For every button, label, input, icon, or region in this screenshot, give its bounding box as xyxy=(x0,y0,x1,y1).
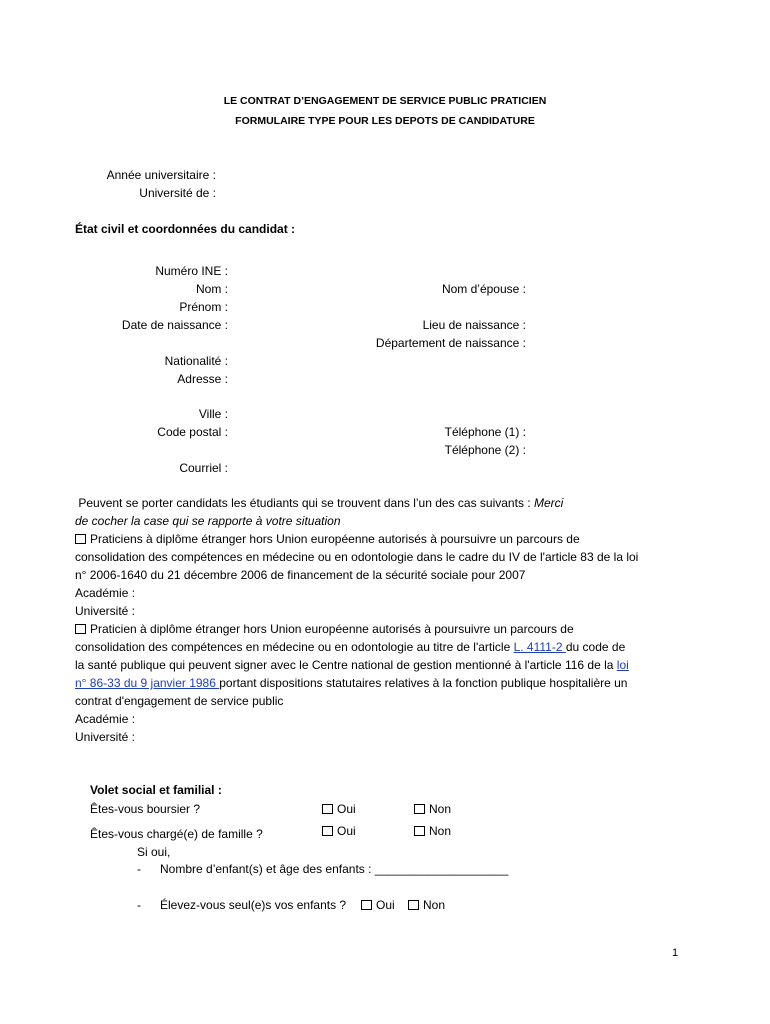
telephone-1-label: Téléphone (1) : xyxy=(444,425,526,439)
boursier-non-checkbox[interactable] xyxy=(414,804,425,814)
si-oui-label: Si oui, xyxy=(137,845,171,859)
option-2-line-3 xyxy=(75,656,687,674)
option-1-text-1: Praticiens à diplôme étranger hors Union européenne autorisés à poursuivre un parcours de xyxy=(90,532,580,546)
option-2-line-2 xyxy=(75,638,687,656)
boursier-oui-label: Oui xyxy=(337,802,356,816)
prenom-label: Prénom : xyxy=(179,300,228,314)
boursier-non-option[interactable] xyxy=(414,802,451,817)
ville-label: Ville : xyxy=(198,407,228,421)
famille-non-label: Non xyxy=(429,824,452,838)
adresse-label: Adresse : xyxy=(177,372,228,386)
intro-italic-2: de cocher la case qui se rapporte à votre situation xyxy=(75,514,341,528)
option-2-text-2-end: du code de xyxy=(565,640,626,654)
option-2-academie-label: Académie : xyxy=(75,712,136,726)
option-1-universite-label: Université : xyxy=(75,604,136,618)
page-number: 1 xyxy=(672,947,679,959)
eleves-non-label: Non xyxy=(423,898,446,912)
famille-oui-option[interactable] xyxy=(322,824,356,839)
lieu-naissance-label: Lieu de naissance : xyxy=(422,318,526,332)
nom-label: Nom : xyxy=(195,282,228,296)
loi-86-33-link-part-2[interactable]: n° 86-33 du 9 janvier 1986 xyxy=(75,676,220,690)
eleves-oui-option[interactable] xyxy=(361,898,395,913)
departement-naissance-label: Département de naissance : xyxy=(375,336,526,350)
option-1-line-1 xyxy=(75,530,687,548)
dash-bullet-1: - xyxy=(137,862,141,876)
code-postal-label: Code postal : xyxy=(157,425,228,439)
etat-civil-heading: État civil et coordonnées du candidat : xyxy=(75,222,296,236)
numero-ine-label: Numéro INE : xyxy=(155,264,228,278)
candidates-section xyxy=(75,494,687,746)
famille-question: Êtes-vous chargé(e) de famille ? xyxy=(90,827,263,841)
eleves-oui-label: Oui xyxy=(376,898,395,912)
famille-oui-label: Oui xyxy=(337,824,356,838)
intro-line xyxy=(75,494,687,512)
option-2-universite-label: Université : xyxy=(75,730,136,744)
famille-oui-checkbox[interactable] xyxy=(322,826,333,836)
intro-italic-1: Merci xyxy=(533,496,564,510)
eleves-non-option[interactable] xyxy=(408,898,445,913)
option-1-text-2: consolidation des compétences en médecine ou en odontologie dans le cadre du IV de l'article 83 de la loi xyxy=(75,550,639,564)
option-2-line-4 xyxy=(75,674,687,692)
intro-text: Peuvent se porter candidats les étudiants qui se trouvent dans l’un des cas suivants : xyxy=(78,496,531,510)
telephone-2-label: Téléphone (2) : xyxy=(444,443,526,457)
famille-non-option[interactable] xyxy=(414,824,451,839)
boursier-question: Êtes-vous boursier ? xyxy=(90,802,201,816)
famille-non-checkbox[interactable] xyxy=(414,826,425,836)
article-l4111-2-link[interactable]: L. 4111-2 xyxy=(513,640,566,654)
option-2-text-1: Praticien à diplôme étranger hors Union européenne autorisés à poursuivre un parcours de xyxy=(90,622,574,636)
document-title-line-1: LE CONTRAT D’ENGAGEMENT DE SERVICE PUBLIC PRATICIEN xyxy=(223,95,547,107)
option-2-text-2: consolidation des compétences en médecine ou en odontologie au titre de l'article xyxy=(75,640,511,654)
option-2-text-5: contrat d'engagement de service public xyxy=(75,694,284,708)
option-2-line-1 xyxy=(75,620,687,638)
nombre-enfants-field[interactable]: Nombre d’enfant(s) et âge des enfants : ____________________ xyxy=(160,862,509,876)
boursier-oui-option[interactable] xyxy=(322,802,356,817)
courriel-label: Courriel : xyxy=(179,461,228,475)
option-1-checkbox[interactable] xyxy=(75,534,86,544)
eleves-non-checkbox[interactable] xyxy=(408,900,419,910)
option-2-checkbox[interactable] xyxy=(75,624,86,634)
nationalite-label: Nationalité : xyxy=(164,354,228,368)
dash-bullet-2: - xyxy=(137,898,141,912)
option-1-text-3: n° 2006-1640 du 21 décembre 2006 de financement de la sécurité sociale pour 2007 xyxy=(75,568,526,582)
volet-social-heading: Volet social et familial : xyxy=(90,783,222,797)
annee-universitaire-label: Année universitaire : xyxy=(106,168,216,182)
loi-86-33-link-part-1[interactable]: loi xyxy=(616,658,629,672)
universite-label: Université de : xyxy=(139,186,216,200)
date-naissance-label: Date de naissance : xyxy=(121,318,228,332)
option-2-text-3: la santé publique qui peuvent signer avec le Centre national de gestion mentionné à l'article 116 de la xyxy=(75,658,614,672)
boursier-non-label: Non xyxy=(429,802,452,816)
option-2-text-4-end: portant dispositions statutaires relatives à la fonction publique hospitalière un xyxy=(219,676,628,690)
boursier-oui-checkbox[interactable] xyxy=(322,804,333,814)
nom-epouse-label: Nom d’épouse : xyxy=(441,282,526,296)
document-title-line-2: FORMULAIRE TYPE POUR LES DEPOTS DE CANDIDATURE xyxy=(235,115,535,127)
option-1-academie-label: Académie : xyxy=(75,586,136,600)
eleves-oui-checkbox[interactable] xyxy=(361,900,372,910)
eleves-question: Élevez-vous seul(e)s vos enfants ? xyxy=(160,898,347,912)
